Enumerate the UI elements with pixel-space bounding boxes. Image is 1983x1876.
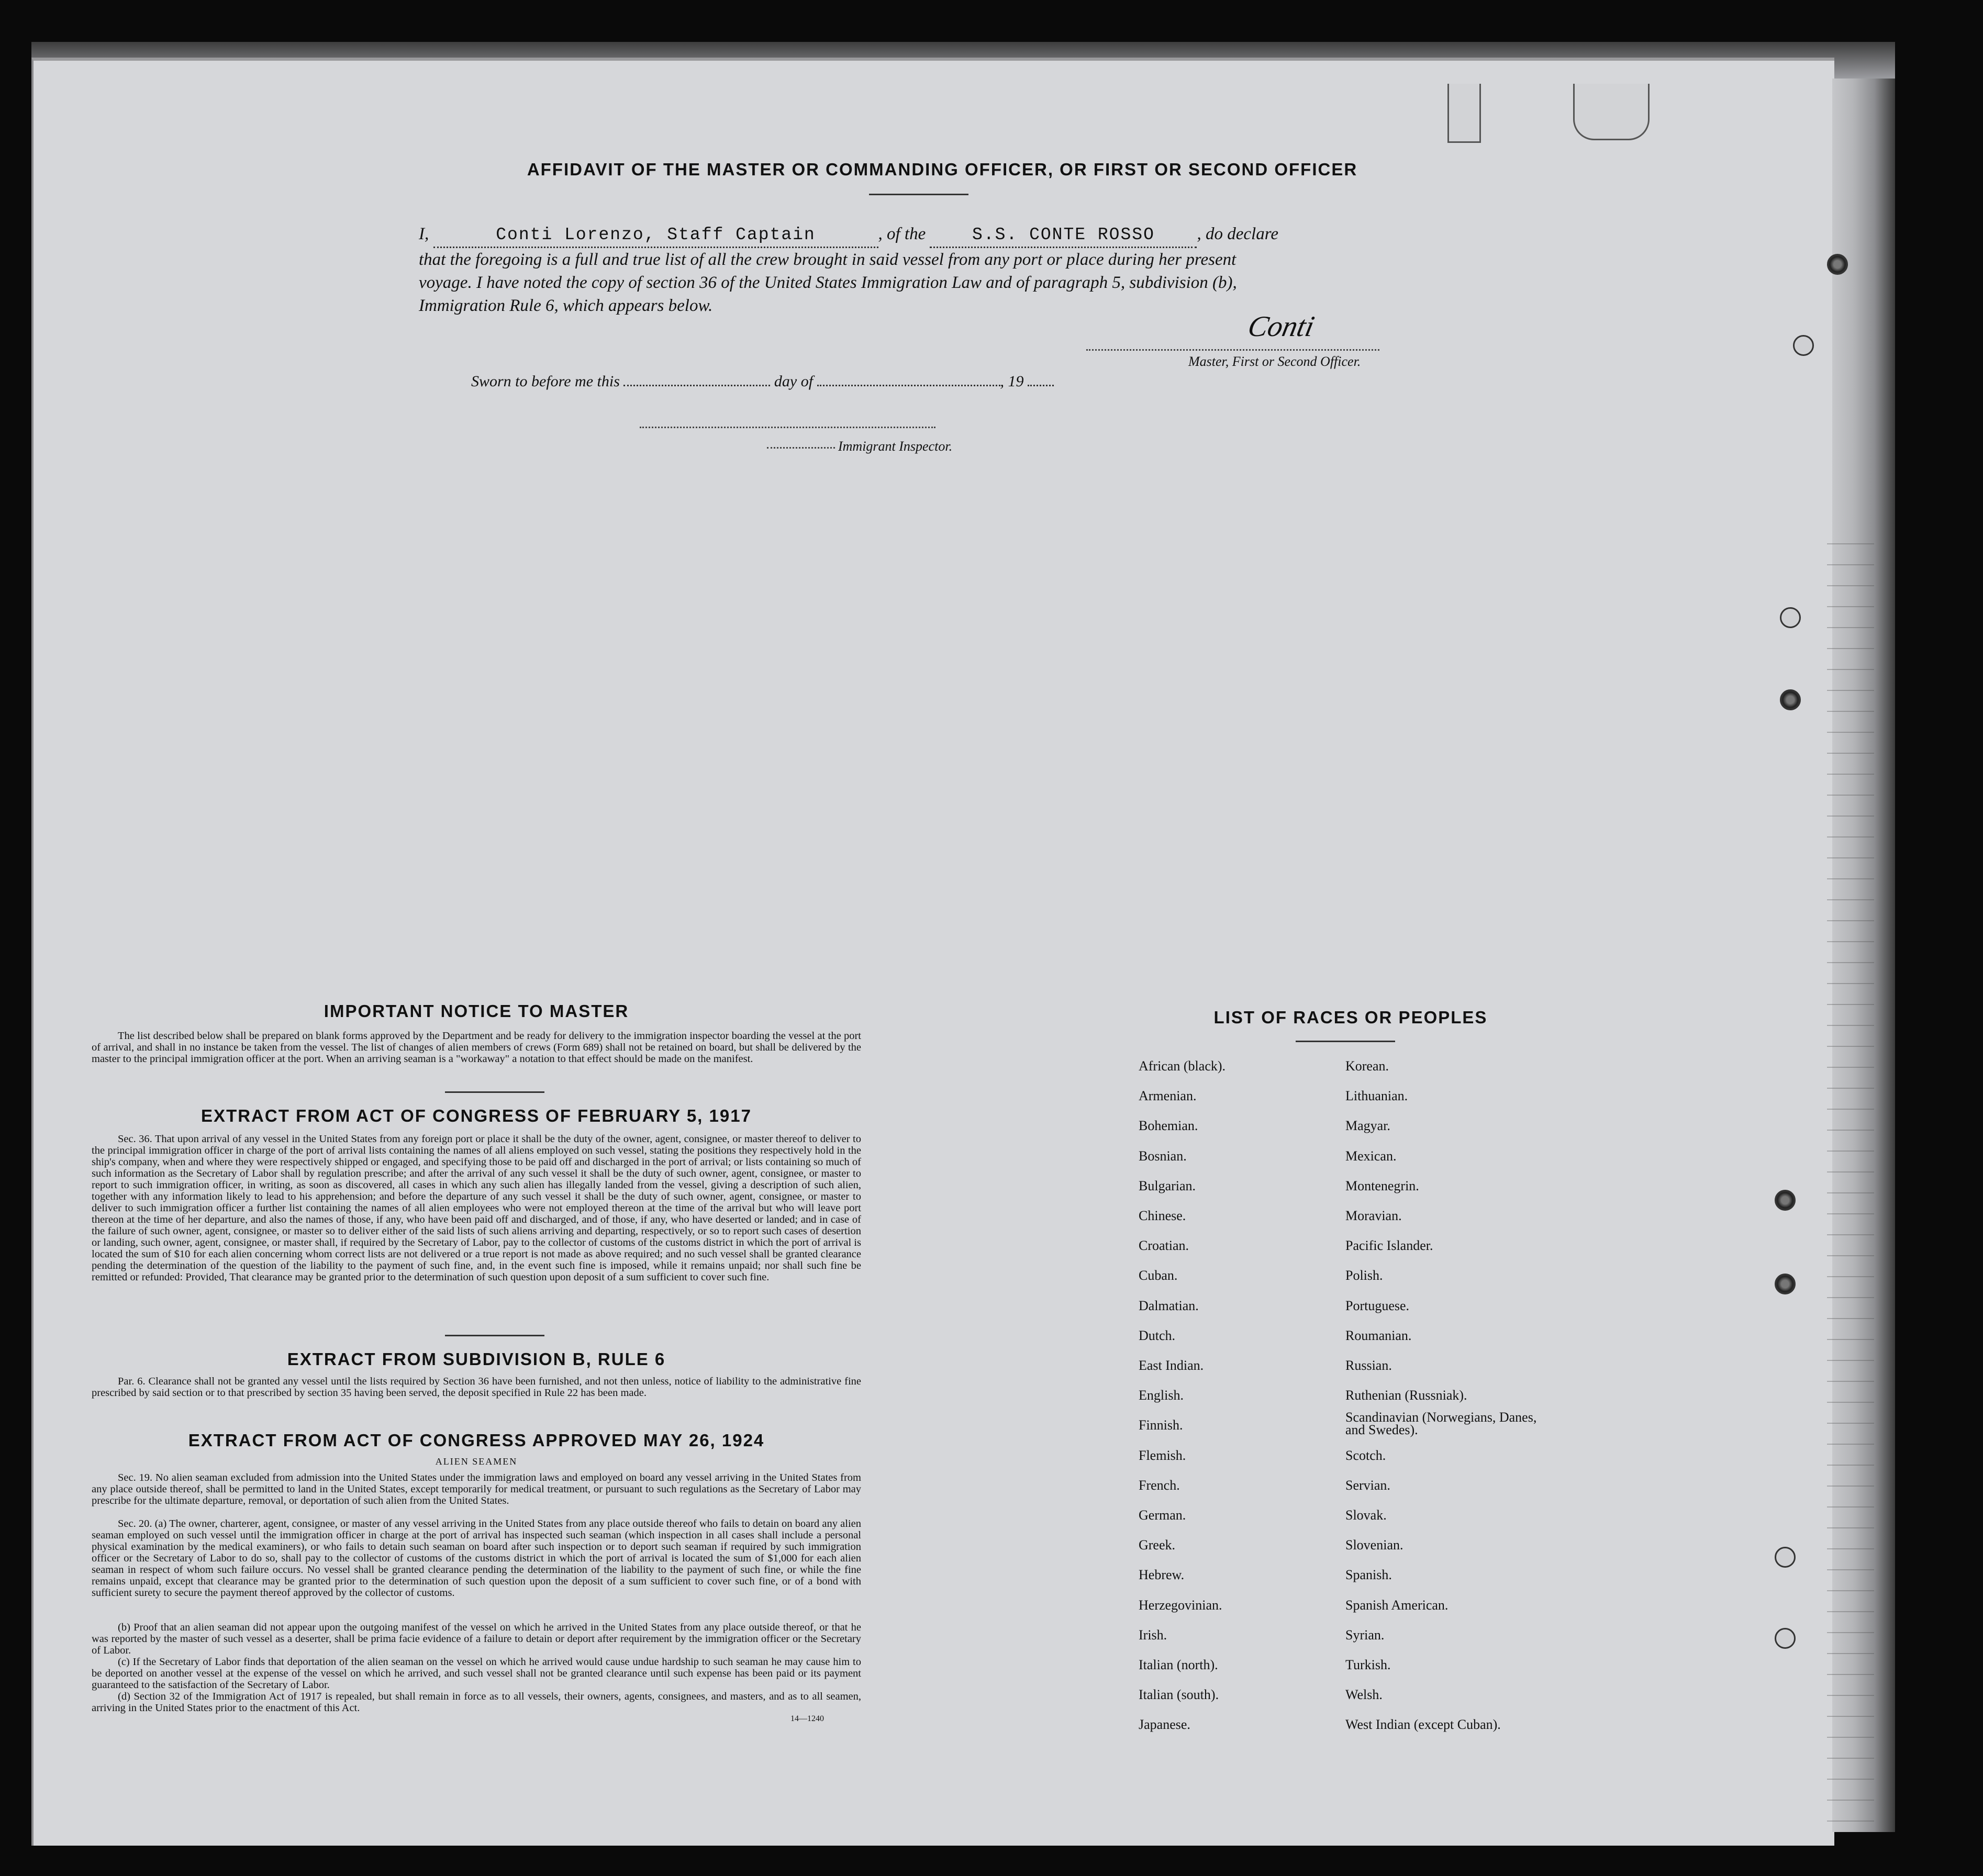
race-item: Polish. — [1345, 1268, 1383, 1283]
race-item: Mexican. — [1345, 1148, 1397, 1164]
extract-1917-title: EXTRACT FROM ACT OF CONGRESS OF FEBRUARY 5, 1917 — [201, 1106, 752, 1125]
punch-hole-icon — [1775, 1190, 1796, 1211]
race-item: Flemish. — [1139, 1447, 1186, 1463]
binding-tab-right — [1573, 84, 1650, 140]
race-item: Spanish American. — [1345, 1597, 1449, 1613]
race-item: Ruthenian (Russniak). — [1345, 1388, 1467, 1403]
race-item: Bosnian. — [1139, 1148, 1187, 1164]
race-item: East Indian. — [1139, 1358, 1204, 1373]
inspector-signature-line[interactable] — [640, 427, 935, 428]
sworn-month-field[interactable] — [817, 385, 1000, 386]
race-item: West Indian (except Cuban). — [1345, 1717, 1501, 1733]
punch-hole-icon — [1775, 1274, 1796, 1294]
affidavit-title: AFFIDAVIT OF THE MASTER OR COMMANDING OFFICER, OR FIRST OR SECOND OFFICER — [527, 160, 1358, 179]
race-item: Irish. — [1139, 1627, 1167, 1643]
punch-hole-icon — [1780, 607, 1801, 628]
extract-1924-sec20a: Sec. 20. (a) The owner, charterer, agent, consignee, or master of any vessel arriving in the United States from any place outside thereof who fails to detain on board any alien seaman employed on such vessel until the immigration officer in charge at the port of arrival has inspected such seaman (which inspection in all cases shall include a personal physical examination by the medical examiners), or who fails to detain such seaman on board after such inspection or to deport such seaman if required by such immigration officer or the Secretary of Labor to do so, shall pay to the collector of customs of the customs district in which the port of arrival is located the sum of $1,000 for each alien seaman in respect of whom such failure occurs. No vessel shall be granted clearance pending the determination of the liability to the payment of such fine, or while the fine remains unpaid, except that clearance may be granted prior to the determination of such question upon the deposit of a sum sufficient to cover such fine, or of a bond with sufficient surety to secure the payment thereof approved by the collector of customs. — [92, 1518, 861, 1599]
extract-1924-sec20c: (c) If the Secretary of Labor finds that deportation of the alien seaman on the vessel on which he arrived would cause undue hardship to such seaman he may cause him to be deported on another vessel at the expense of the vessel on which he arrived, and such vessel shall not be granted clearance until such expense has been paid or its payment guaranteed to the satisfaction of the Secretary of Labor. — [92, 1656, 861, 1691]
race-item: Japanese. — [1139, 1717, 1190, 1733]
extract-1924-sec19: Sec. 19. No alien seaman excluded from admission into the United States under the immigration laws and employed on board any vessel arriving in the United States from any place outside thereof, shall be permitted to land in the United States, except temporarily for medical treatment, or pursuant to such regulations as the Secretary of Labor may prescribe for the ultimate departure, removal, or deportation of such alien from the United States. — [92, 1472, 861, 1506]
punch-hole-icon — [1780, 689, 1801, 710]
race-item: English. — [1139, 1388, 1184, 1403]
race-item: Dalmatian. — [1139, 1298, 1199, 1313]
sworn-day-label: day of — [774, 373, 814, 390]
race-item: Spanish. — [1345, 1567, 1392, 1583]
race-item: Finnish. — [1139, 1417, 1183, 1433]
race-item: Slovenian. — [1345, 1537, 1403, 1553]
extract-1917-body: Sec. 36. That upon arrival of any vessel in the United States from any foreign port or place it shall be the duty of the owner, agent, consignee, or master thereof to deliver to the principal immigration officer in charge of the port of arrival lists containing the names of all aliens employed on such vessel, stating the positions they respectively hold in the ship's company, when and where they were respectively shipped or engaged, and specifying those to be paid off and discharged in the port of arrival; or lists containing so much of such information as the Secretary of Labor shall by regulation prescribe; and after the arrival of any such vessel it shall be the duty of such owner, agent, consignee, or master to report to such immigration officer, in writing, as soon as discovered, all cases in which any such alien has illegally landed from the vessel, giving a description of such alien, together with any information likely to lead to his apprehension; and before the departure of any such vessel it shall be the duty of such owner, agent, consignee, or master to deliver to such immigration officer a further list containing the names of all alien employees who were not employed thereon at the time of the arrival but who will leave port thereon at the time of her departure, and also the names of those, if any, who have been paid off and discharged, and of those, if any, who have deserted or landed; and in case of the failure of such owner, agent, consignee, or master so to deliver either of the said lists of such aliens arriving and departing, respectively, or so to report such cases of desertion or landing, such owner, agent, consignee, or master shall, if required by the Secretary of Labor, pay to the collector of customs of the customs district in which the port of arrival is located the sum of $10 for each alien concerning whom correct lists are not delivered or a true report is not made as above required; and no such vessel shall be granted clearance pending the determination of the question of the liability to the payment of such fine, and, in the event such fine is imposed, while it remains unpaid; nor shall such fine be remitted or refunded: Provided, That clearance may be granted prior to the determination of such question upon deposit of a sum sufficient to cover such fine. — [92, 1133, 861, 1283]
vessel-name-field[interactable] — [930, 224, 1197, 248]
race-item: Servian. — [1345, 1477, 1390, 1493]
sworn-year-label: , 19 — [1000, 373, 1024, 390]
race-item: Scotch. — [1345, 1447, 1386, 1463]
race-item: Herzegovinian. — [1139, 1597, 1222, 1613]
race-item: Pacific Islander. — [1345, 1238, 1433, 1254]
race-item: Magyar. — [1345, 1118, 1390, 1134]
notice-title: IMPORTANT NOTICE TO MASTER — [324, 1001, 629, 1021]
sworn-date-field[interactable] — [623, 385, 770, 386]
race-item: Russian. — [1345, 1358, 1392, 1373]
race-item: Portuguese. — [1345, 1298, 1410, 1313]
race-item: Bulgarian. — [1139, 1178, 1196, 1193]
races-divider — [1296, 1041, 1395, 1042]
race-item: Greek. — [1139, 1537, 1176, 1553]
of-the-label: , of the — [878, 225, 926, 243]
officer-name-value: Conti Lorenzo, Staff Captain — [496, 225, 816, 244]
race-item: Hebrew. — [1139, 1567, 1185, 1583]
inspector-caption-text: Immigrant Inspector. — [838, 439, 953, 454]
notice-body: The list described below shall be prepared on blank forms approved by the Department and be ready for delivery to the immigration inspector boarding the vessel at the port of arrival, and shall in no instance be taken from the vessel. The list of changes of alien members of crews (Form 689) shall not be retained on board, but shall be delivered by the master to the principal immigration officer at the port. When an arriving seaman is a "workaway" a notation to that effect should be made on the manifest. — [92, 1030, 861, 1065]
race-item: Croatian. — [1139, 1238, 1189, 1254]
sworn-year-field[interactable] — [1028, 385, 1054, 386]
race-item: Syrian. — [1345, 1627, 1385, 1643]
race-item: Italian (north). — [1139, 1657, 1218, 1672]
race-item: Dutch. — [1139, 1327, 1176, 1343]
punch-hole-icon — [1775, 1628, 1796, 1649]
sworn-statement — [471, 373, 1054, 390]
race-item: Italian (south). — [1139, 1687, 1219, 1703]
race-item: German. — [1139, 1508, 1186, 1523]
signature-line[interactable] — [1086, 349, 1379, 351]
race-item: Welsh. — [1345, 1687, 1383, 1703]
binding-tab-left — [1447, 84, 1481, 143]
title-divider — [869, 194, 968, 195]
races-title: LIST OF RACES OR PEOPLES — [1213, 1008, 1488, 1027]
race-item: African (black). — [1139, 1058, 1226, 1074]
declaration-line-1 — [419, 222, 1419, 248]
form-number: 14—1240 — [790, 1714, 824, 1723]
race-item: Moravian. — [1345, 1208, 1402, 1223]
race-item: Scandinavian (Norwegians, Danes, and Swedes). — [1345, 1410, 1537, 1438]
extract-rule6-title: EXTRACT FROM SUBDIVISION B, RULE 6 — [287, 1349, 666, 1369]
i-label: I, — [419, 225, 429, 243]
vessel-name-value: S.S. CONTE ROSSO — [972, 225, 1155, 244]
sworn-prefix: Sworn to before me this — [471, 373, 620, 390]
declaration-line-3: voyage. I have noted the copy of section 36 of the United States Immigration Law and of paragraph 5, subdivision (b), — [419, 273, 1237, 292]
race-item: Korean. — [1345, 1058, 1389, 1074]
officer-signature: Conti — [1245, 310, 1318, 343]
extract-rule6-body: Par. 6. Clearance shall not be granted any vessel until the lists required by Section 36 have been furnished, and not then unless, notice of liability to the administrative fine prescribed by said section or to that prescribed by section 35 having been served, the deposit specified in Rule 22 has been made. — [92, 1376, 861, 1399]
inspector-caption — [767, 439, 952, 454]
extract-1924-sec20d: (d) Section 32 of the Immigration Act of 1917 is repealed, but shall remain in force as to all vessels, their owners, agents, consignees, and masters, and as to all seamen, arriving in the United States prior to the enactment of this Act. — [92, 1691, 861, 1714]
notice-divider — [445, 1091, 544, 1093]
extract-1924-subtitle: ALIEN SEAMEN — [435, 1456, 518, 1467]
race-item: Armenian. — [1139, 1088, 1197, 1104]
race-item: Cuban. — [1139, 1268, 1178, 1283]
extract-1924-title: EXTRACT FROM ACT OF CONGRESS APPROVED MAY 26, 1924 — [188, 1431, 765, 1450]
declaration-line-4: Immigration Rule 6, which appears below. — [419, 296, 713, 315]
race-item: Turkish. — [1345, 1657, 1391, 1672]
do-declare-label: , do declare — [1197, 225, 1278, 243]
race-item: Slovak. — [1345, 1508, 1387, 1523]
ledger-edge-lines — [1827, 523, 1874, 1832]
race-item: Chinese. — [1139, 1208, 1186, 1223]
race-item: Lithuanian. — [1345, 1088, 1408, 1104]
extract-1917-divider — [445, 1335, 544, 1336]
race-item: Bohemian. — [1139, 1118, 1198, 1134]
punch-hole-icon — [1793, 335, 1814, 356]
punch-hole-icon — [1827, 254, 1848, 275]
declaration-text — [419, 222, 1419, 317]
signature-caption: Master, First or Second Officer. — [1188, 354, 1361, 369]
race-item: French. — [1139, 1477, 1180, 1493]
officer-name-field[interactable] — [433, 224, 878, 248]
punch-hole-icon — [1775, 1547, 1796, 1568]
extract-1924-sec20b: (b) Proof that an alien seaman did not appear upon the outgoing manifest of the vessel on which he arrived in the United States from any place outside thereof, or that he was reported by the master of such vessel as a deserter, shall be prima facie evidence of a failure to detain or deport after requirement by the immigration officer or the Secretary of Labor. — [92, 1622, 861, 1656]
race-item: Roumanian. — [1345, 1327, 1412, 1343]
race-item: Montenegrin. — [1345, 1178, 1419, 1193]
declaration-line-2: that the foregoing is a full and true list of all the crew brought in said vessel from any port or place during her present — [419, 250, 1236, 269]
